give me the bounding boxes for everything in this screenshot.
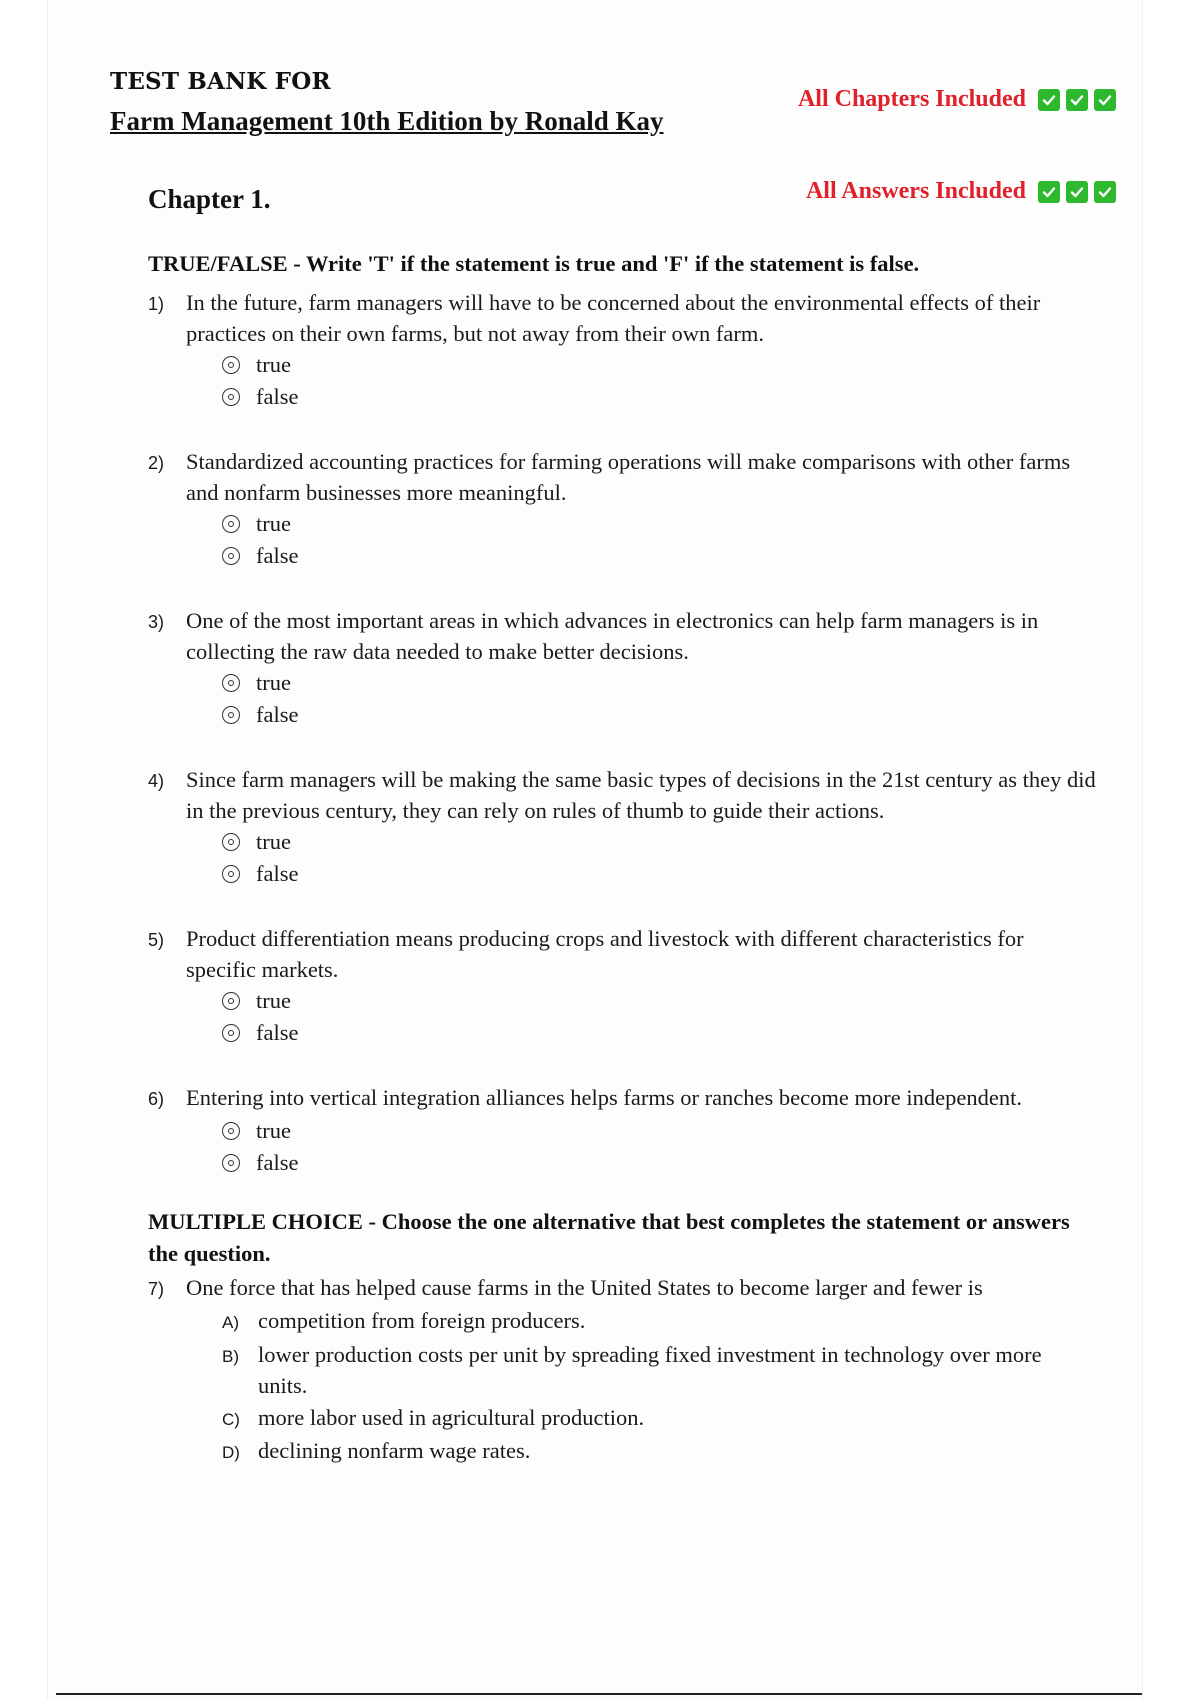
- option-true[interactable]: [222, 1115, 1098, 1147]
- document-title: TEST BANK FOR: [110, 68, 331, 95]
- radio-icon[interactable]: [222, 1122, 240, 1140]
- radio-icon[interactable]: [222, 674, 240, 692]
- option-true[interactable]: [222, 667, 1098, 699]
- option-false[interactable]: [222, 858, 1098, 890]
- option-false[interactable]: [222, 381, 1098, 413]
- option-true[interactable]: [222, 826, 1098, 858]
- radio-icon[interactable]: [222, 865, 240, 883]
- option-label: true: [256, 511, 291, 536]
- choice-d[interactable]: [222, 1435, 1098, 1469]
- bottom-divider: [56, 1693, 1142, 1695]
- question-number: 3): [148, 612, 165, 632]
- radio-icon[interactable]: [222, 706, 240, 724]
- radio-icon[interactable]: [222, 833, 240, 851]
- option-label: false: [256, 384, 299, 409]
- option-label: false: [256, 702, 299, 727]
- question-text: One of the most important areas in which advances in electronics can help farm managers is in collecting the raw data needed to make better decisions.: [186, 608, 1039, 664]
- choice-text: lower production costs per unit by spreading fixed investment in technology over more units.: [258, 1341, 1042, 1398]
- question-number: 6): [148, 1089, 165, 1109]
- option-label: false: [256, 1020, 299, 1045]
- choice-b[interactable]: [222, 1339, 1098, 1402]
- question-4: [148, 764, 1098, 890]
- question-number: 2): [148, 453, 165, 473]
- option-label: true: [256, 988, 291, 1013]
- check-icon: [1066, 181, 1088, 203]
- choice-letter: C): [222, 1409, 240, 1429]
- radio-icon[interactable]: [222, 388, 240, 406]
- choice-text: more labor used in agricultural production.: [258, 1404, 645, 1430]
- true-false-heading: TRUE/FALSE - Write 'T' if the statement is true and 'F' if the statement is false.: [148, 251, 920, 276]
- radio-icon[interactable]: [222, 547, 240, 565]
- answers-included-badge: [806, 178, 1116, 205]
- question-7: [148, 1272, 1098, 1469]
- option-label: true: [256, 352, 291, 377]
- option-label: true: [256, 670, 291, 695]
- question-text: One force that has helped cause farms in the United States to become larger and fewer is: [186, 1275, 983, 1300]
- question-text: In the future, farm managers will have to be concerned about the environmental effects of their practices on their own farms, but not away from their own farm.: [186, 290, 1041, 346]
- choice-text: competition from foreign producers.: [258, 1308, 586, 1333]
- question-text: Product differentiation means producing crops and livestock with different characteristics for specific markets.: [186, 926, 1024, 982]
- question-2: [148, 446, 1098, 572]
- option-label: false: [256, 861, 299, 886]
- option-false[interactable]: [222, 699, 1098, 731]
- option-false[interactable]: [222, 1017, 1098, 1049]
- question-6: [148, 1082, 1098, 1179]
- check-icon: [1094, 181, 1116, 203]
- choice-letter: B): [222, 1346, 239, 1366]
- radio-icon[interactable]: [222, 515, 240, 533]
- option-label: false: [256, 543, 299, 568]
- check-icon: [1038, 181, 1060, 203]
- option-label: true: [256, 1118, 291, 1143]
- check-icon: [1094, 89, 1116, 111]
- question-text: Since farm managers will be making the same basic types of decisions in the 21st century as they did in the previous century, they can rely on rules of thumb to guide their actions.: [186, 767, 1096, 823]
- option-false[interactable]: [222, 1147, 1098, 1179]
- choice-c[interactable]: [222, 1402, 1098, 1436]
- option-true[interactable]: [222, 508, 1098, 540]
- chapter-title: Chapter 1.: [148, 184, 271, 214]
- chapters-included-text: All Chapters Included: [797, 86, 1026, 112]
- question-text: Standardized accounting practices for farming operations will make comparisons with other farms and nonfarm businesses more meaningful.: [186, 449, 1071, 505]
- radio-icon[interactable]: [222, 356, 240, 374]
- choice-a[interactable]: [222, 1305, 1098, 1339]
- multiple-choice-heading: MULTIPLE CHOICE - Choose the one alternative that best completes the statement or answers the question.: [148, 1209, 1070, 1266]
- choice-letter: D): [222, 1443, 240, 1462]
- choice-letter: A): [222, 1313, 239, 1332]
- question-number: 1): [148, 294, 165, 314]
- question-number: 7): [148, 1279, 165, 1299]
- question-text: Entering into vertical integration alliances helps farms or ranches become more independent.: [186, 1085, 1022, 1110]
- chapters-included-badge: [798, 86, 1116, 113]
- radio-icon[interactable]: [222, 1154, 240, 1172]
- radio-icon[interactable]: [222, 992, 240, 1010]
- question-1: [148, 287, 1098, 413]
- check-icon: [1038, 89, 1060, 111]
- option-true[interactable]: [222, 985, 1098, 1017]
- radio-icon[interactable]: [222, 1024, 240, 1042]
- question-number: 5): [148, 930, 165, 950]
- check-icon: [1066, 89, 1088, 111]
- option-false[interactable]: [222, 540, 1098, 572]
- question-3: [148, 605, 1098, 731]
- option-label: false: [256, 1150, 299, 1175]
- option-label: true: [256, 829, 291, 854]
- choice-text: declining nonfarm wage rates.: [258, 1438, 531, 1463]
- question-number: 4): [148, 771, 165, 791]
- document-subtitle: Farm Management 10th Edition by Ronald Kay: [110, 106, 664, 136]
- answers-included-text: All Answers Included: [805, 178, 1026, 204]
- option-true[interactable]: [222, 349, 1098, 381]
- question-5: [148, 923, 1098, 1049]
